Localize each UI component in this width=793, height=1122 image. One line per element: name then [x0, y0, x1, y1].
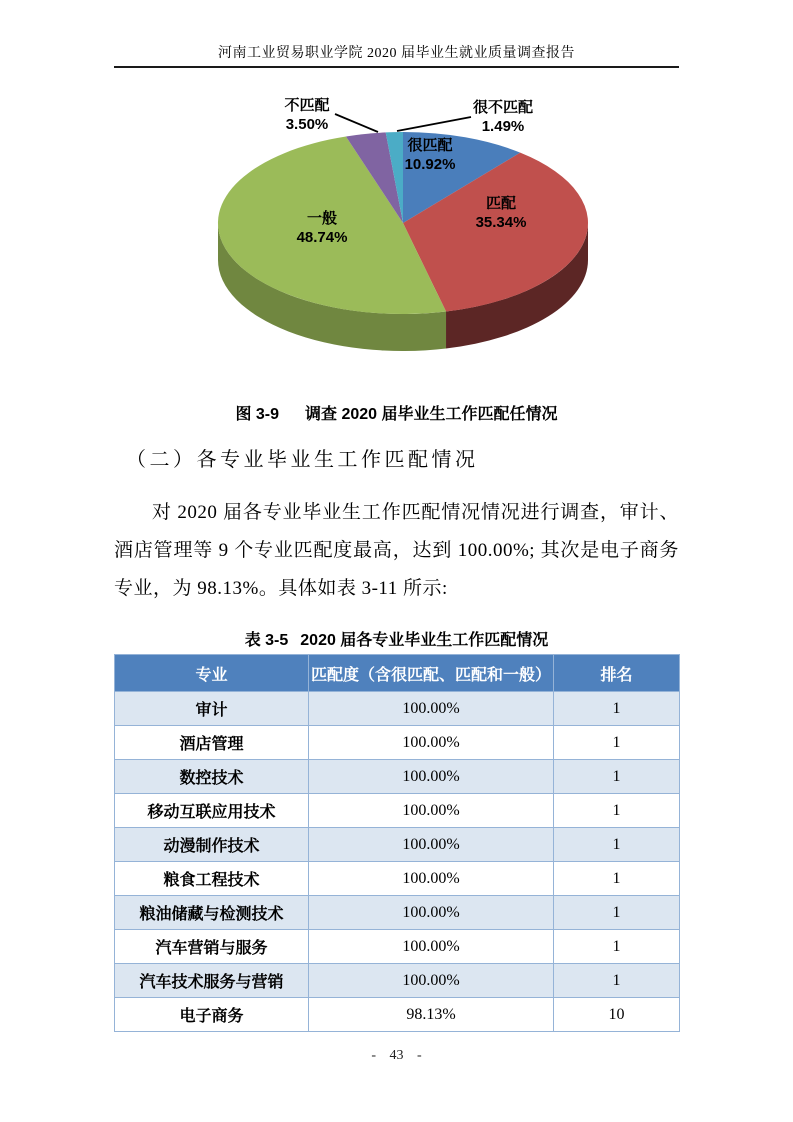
figure-caption-label: 图 3-9 — [235, 406, 280, 423]
match-rate-cell: 100.00% — [309, 794, 554, 828]
pie-label-value: 1.49% — [481, 118, 525, 135]
match-rate-cell: 98.13% — [309, 998, 554, 1032]
pie-label-value: 3.50% — [285, 116, 329, 133]
page-content — [0, 85, 793, 1064]
major-cell: 数控技术 — [115, 760, 309, 794]
table-row — [115, 964, 680, 998]
rank-cell: 1 — [554, 964, 680, 998]
pie-label-henbupipei — [455, 98, 551, 136]
table-row — [115, 794, 680, 828]
figure-caption-text: 调查 2020 届毕业生工作匹配任情况 — [305, 406, 558, 423]
page-header — [114, 0, 679, 68]
match-rate-cell: 100.00% — [309, 726, 554, 760]
major-cell: 汽车技术服务与营销 — [115, 964, 309, 998]
pie-label-name: 不匹配 — [284, 97, 330, 114]
match-rate-cell: 100.00% — [309, 930, 554, 964]
pie-label-value: 48.74% — [296, 229, 348, 246]
section-heading: （二）各专业毕业生工作匹配情况 — [126, 449, 479, 471]
match-table — [114, 654, 680, 1032]
match-rate-cell: 100.00% — [309, 862, 554, 896]
pie-label-value: 10.92% — [404, 156, 456, 173]
table-caption-label: 表 3-5 — [244, 632, 289, 649]
match-rate-cell: 100.00% — [309, 692, 554, 726]
major-cell: 动漫制作技术 — [115, 828, 309, 862]
rank-cell: 1 — [554, 760, 680, 794]
table-row — [115, 726, 680, 760]
match-rate-cell: 100.00% — [309, 964, 554, 998]
major-cell: 酒店管理 — [115, 726, 309, 760]
pie-3d-chart-svg — [114, 85, 679, 385]
rank-cell: 1 — [554, 692, 680, 726]
rank-cell: 1 — [554, 930, 680, 964]
match-table-body — [115, 692, 680, 1032]
table-row — [115, 930, 680, 964]
major-cell: 汽车营销与服务 — [115, 930, 309, 964]
rank-cell: 10 — [554, 998, 680, 1032]
major-cell: 粮油储藏与检测技术 — [115, 896, 309, 930]
table-row — [115, 828, 680, 862]
header-cell-match-rate: 匹配度（含很匹配、匹配和一般） — [309, 655, 554, 692]
figure-caption — [114, 401, 679, 424]
rank-cell: 1 — [554, 828, 680, 862]
pie-label-name: 一般 — [306, 210, 337, 227]
rank-cell: 1 — [554, 896, 680, 930]
pie-label-yiban — [282, 209, 362, 247]
pie-label-bupipei — [267, 96, 347, 134]
table-caption-text: 2020 届各专业毕业生工作匹配情况 — [300, 632, 549, 649]
match-rate-cell: 100.00% — [309, 828, 554, 862]
header-cell-major: 专业 — [115, 655, 309, 692]
rank-cell: 1 — [554, 726, 680, 760]
table-row — [115, 896, 680, 930]
match-table-head — [115, 655, 680, 692]
pie-label-name: 很匹配 — [407, 137, 453, 154]
match-rate-cell: 100.00% — [309, 896, 554, 930]
pie-label-henpipei — [390, 136, 470, 174]
match-rate-cell: 100.00% — [309, 760, 554, 794]
major-cell: 粮食工程技术 — [115, 862, 309, 896]
pie-label-pipei — [461, 194, 541, 232]
pie-label-name: 很不匹配 — [472, 99, 533, 116]
body-paragraph: 对 2020 届各专业毕业生工作匹配情况情况进行调查，审计、酒店管理等 9 个专业匹配度最高，达到 100.00%; 其次是电子商务专业，为 98.13%。具体如表 3-11 所示: — [114, 502, 679, 599]
header-title: 河南工业贸易职业学院 2020 届毕业生就业质量调查报告 — [218, 46, 575, 61]
header-cell-rank: 排名 — [554, 655, 680, 692]
rank-cell: 1 — [554, 794, 680, 828]
major-cell: 审计 — [115, 692, 309, 726]
pie-chart — [114, 85, 679, 385]
major-cell: 电子商务 — [115, 998, 309, 1032]
page-number: - 43 - — [371, 1048, 422, 1063]
table-row — [115, 998, 680, 1032]
table-row — [115, 692, 680, 726]
major-cell: 移动互联应用技术 — [115, 794, 309, 828]
table-header-row — [115, 655, 680, 692]
table-row — [115, 862, 680, 896]
rank-cell: 1 — [554, 862, 680, 896]
pie-label-name: 匹配 — [485, 195, 516, 212]
pie-label-value: 35.34% — [475, 214, 527, 231]
table-caption — [114, 627, 679, 650]
table-row — [115, 760, 680, 794]
